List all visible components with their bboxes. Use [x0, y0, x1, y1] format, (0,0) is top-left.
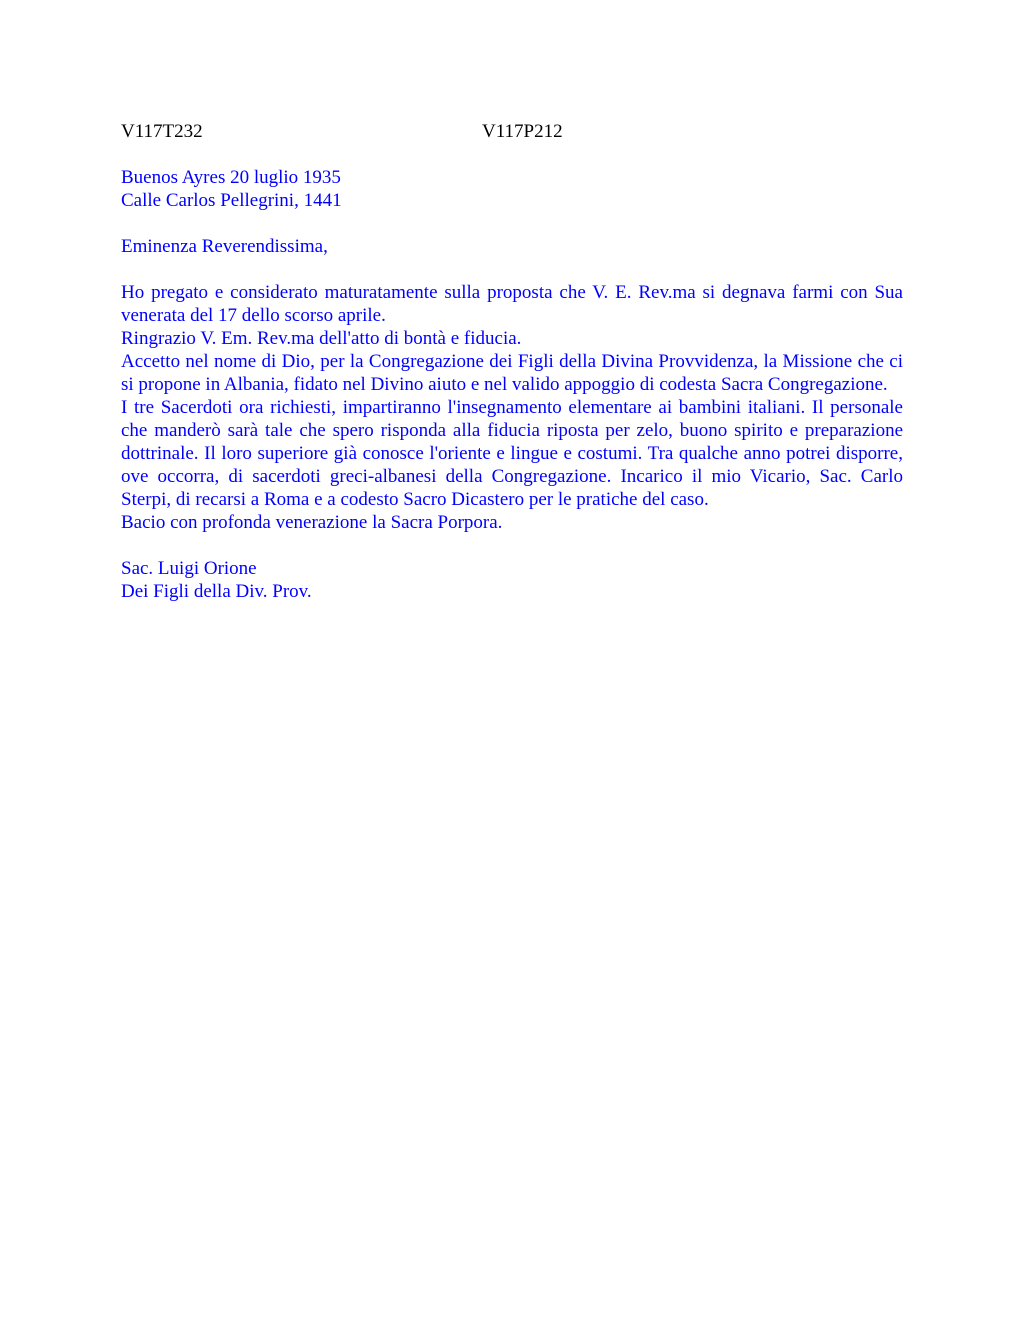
reference-code-left: V117T232 — [121, 121, 203, 142]
letter-address: Calle Carlos Pellegrini, 1441 — [121, 190, 342, 211]
letter-body — [121, 166, 903, 603]
document-references — [121, 120, 903, 143]
spacer — [121, 534, 903, 557]
spacer — [121, 212, 903, 235]
letter-paragraph: I tre Sacerdoti ora richiesti, impartiranno l'insegnamento elementare ai bambini italiani. Il personale che manderò sarà tale che spero risponda alla fiducia riposta per zelo, buono spirito e preparazione dottrinale. Il loro superiore già conosce l'oriente e lingue e costumi. Tra qualche anno potrei disporre, ove occorra, di sacerdoti greci-albanesi della Congregazione. Incarico il mio Vicario, Sac. Carlo Sterpi, di recarsi a Roma e a codesto Sacro Dicastero per le pratiche del caso. — [121, 397, 903, 510]
letter-paragraph: Bacio con profonda venerazione la Sacra Porpora. — [121, 512, 503, 533]
letter-date: Buenos Ayres 20 luglio 1935 — [121, 167, 341, 188]
signature-name: Sac. Luigi Orione — [121, 558, 257, 579]
reference-code-right: V117P212 — [482, 121, 563, 142]
letter-paragraph: Ho pregato e considerato maturatamente sulla proposta che V. E. Rev.ma si degnava farmi con Sua venerata del 17 dello scorso aprile. — [121, 282, 903, 326]
signature-title: Dei Figli della Div. Prov. — [121, 581, 312, 602]
spacer — [121, 258, 903, 281]
letter-paragraph: Ringrazio V. Em. Rev.ma dell'atto di bontà e fiducia. — [121, 328, 522, 349]
letter-salutation: Eminenza Reverendissima, — [121, 236, 328, 257]
letter-paragraph: Accetto nel nome di Dio, per la Congregazione dei Figli della Divina Provvidenza, la Missione che ci si propone in Albania, fidato nel Divino aiuto e nel valido appoggio di codesta Sacra Congregazione. — [121, 351, 903, 395]
